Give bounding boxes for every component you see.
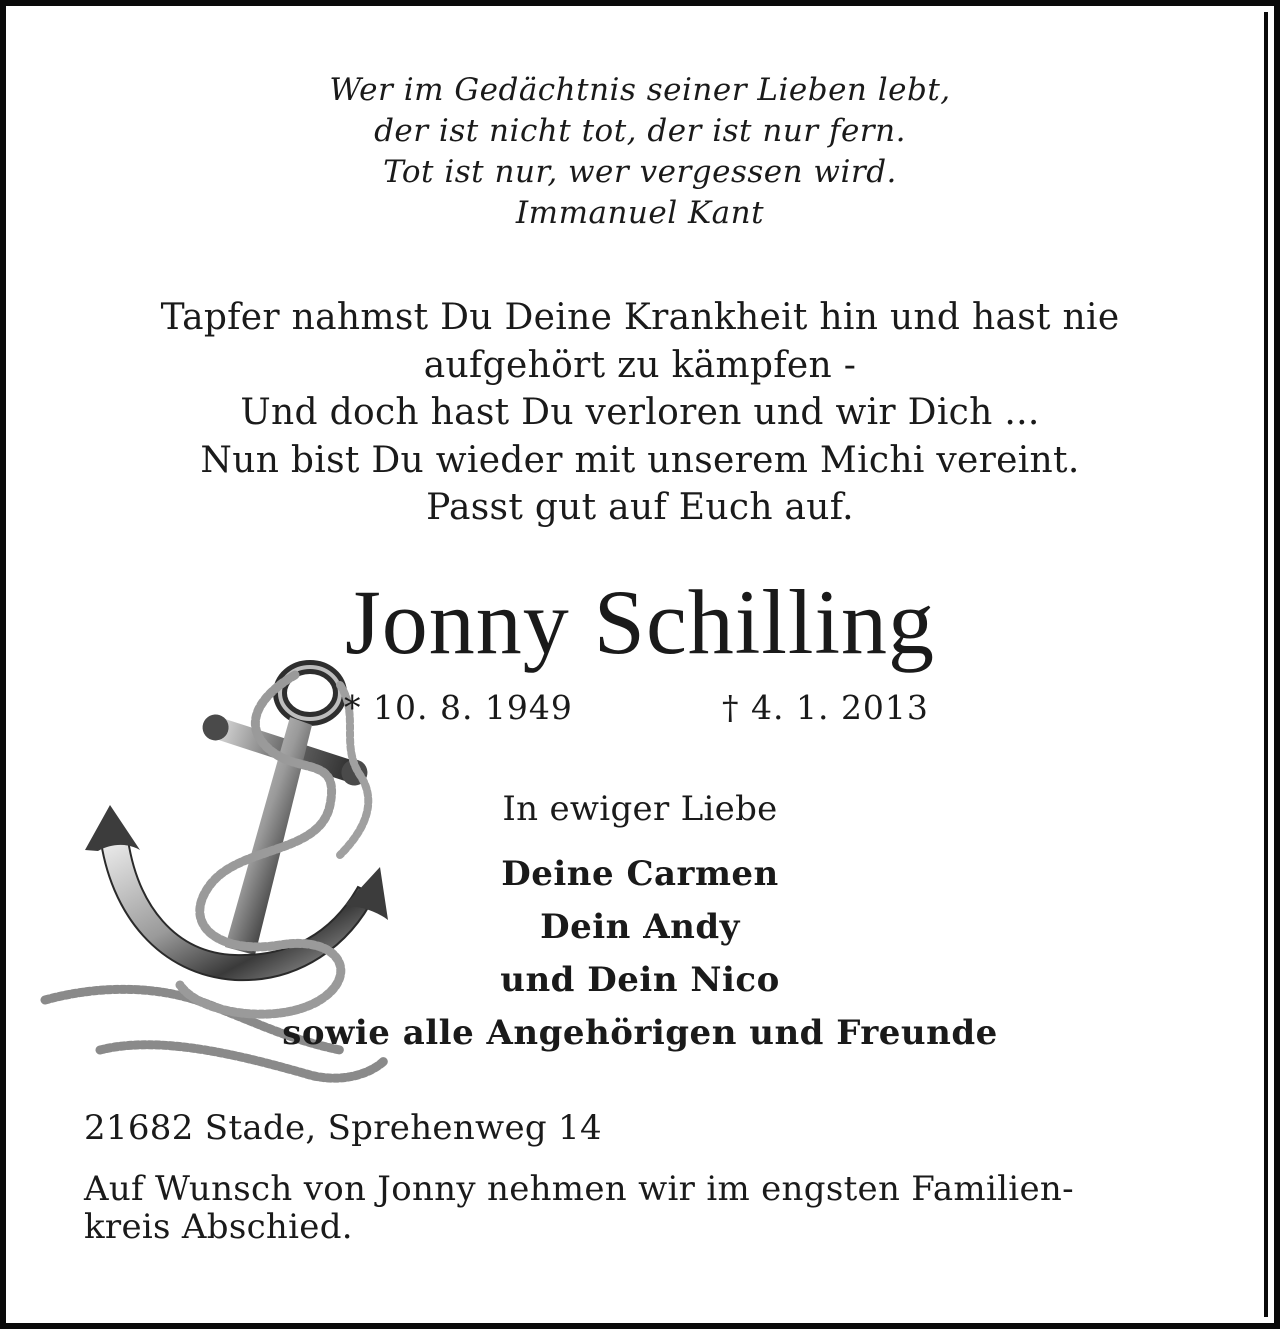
death-date: † 4. 1. 2013 [722,688,929,727]
note-line: kreis Abschied. [84,1207,353,1247]
family-member: Deine Carmen [501,854,779,894]
family-signatures [0,848,1280,1060]
quote-line: der ist nicht tot, der ist nur fern. [374,113,906,149]
family-member: und Dein Nico [500,960,780,1000]
family-member: Dein Andy [540,907,740,947]
quote-line: Tot ist nur, wer vergessen wird. [383,154,897,190]
note-line: Auf Wunsch von Jonny nehmen wir im engsten Familien- [84,1169,1074,1209]
poem-line: Nun bist Du wieder mit unserem Michi vereint. [200,439,1080,481]
address: 21682 Stade, Sprehenweg 14 [84,1108,602,1148]
farewell-note [84,1170,1074,1246]
birth-date: * 10. 8. 1949 [344,688,573,727]
memorial-poem [0,294,1280,532]
poem-line: aufgehört zu kämpfen - [423,344,857,386]
kant-quote [0,70,1280,234]
quote-author: Immanuel Kant [515,195,765,231]
family-member: sowie alle Angehörigen und Freunde [282,1013,998,1053]
closing-phrase: In ewiger Liebe [502,789,778,829]
poem-line: Tapfer nahmst Du Deine Krankheit hin und hast nie [160,297,1120,338]
quote-line: Wer im Gedächtnis seiner Lieben lebt, [329,72,951,108]
poem-line: Passt gut auf Euch auf. [426,487,854,528]
deceased-name: Jonny Schilling [344,571,936,673]
poem-line: Und doch hast Du verloren und wir Dich ... [240,392,1040,433]
